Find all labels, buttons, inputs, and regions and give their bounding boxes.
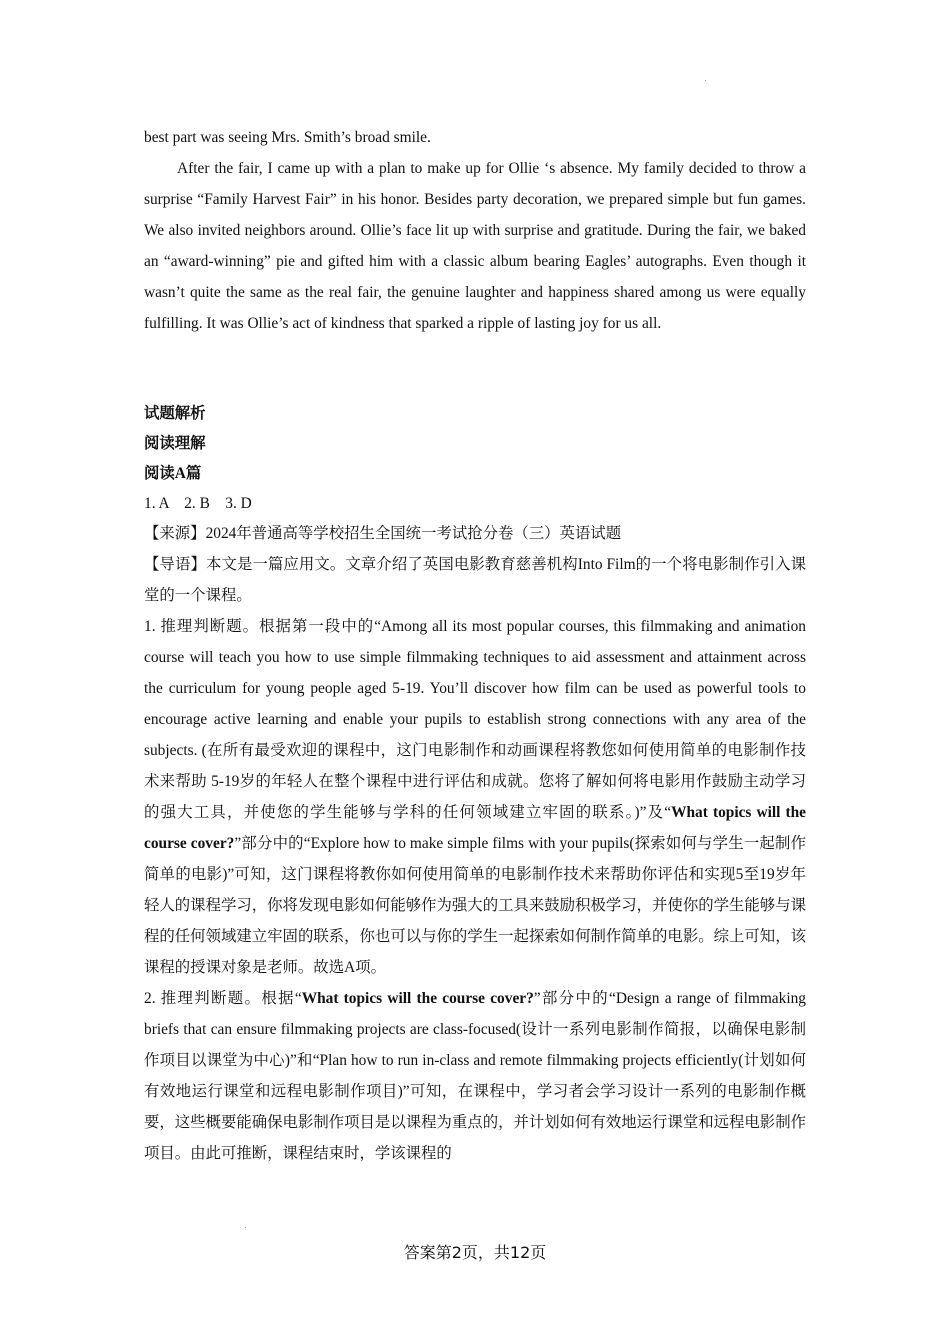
page-footer: 答案第2页，共12页 [403, 1243, 547, 1262]
passage-letter: A [174, 465, 186, 482]
source-line: 【来源】2024年普通高等学校招生全国统一考试抢分卷（三）英语试题 [144, 525, 622, 542]
scan-speck [705, 80, 706, 81]
section-heading-reading: 阅读理解 [144, 434, 206, 452]
analysis-section [144, 398, 806, 1169]
story-paragraph-end: best part was seeing Mrs. Smith’s broad smile. [144, 129, 431, 146]
intro-paragraph: 【导语】本文是一篇应用文。文章介绍了英国电影教育慈善机构Into Film的一个将电影制作引入课堂的一个课程。 [144, 556, 806, 604]
question-1-bold-heading: What topics will the course cover? [144, 804, 807, 852]
question-2-bold-heading: What topics will the course cover? [301, 990, 534, 1007]
story-paragraph-after-fair: After the fair, I came up with a plan to make up for Ollie ‘s absence. My family decided to throw a surprise “Family Harvest Fair” in his honor. Besides party decoration, we prepared simple but fun games. We also invited neighbors around. Ollie’s face lit up with surprise and gratitude. During the fair, we baked an “award-winning” pie and gifted him with a classic album bearing Eagles’ autographs. Even though it wasn’t quite the same as the real fair, the genuine laughter and happiness shared among us were equally fulfilling. It was Ollie’s act of kindness that sparked a ripple of lasting joy for us all. [144, 160, 806, 332]
scan-speck-bottom [245, 1227, 246, 1228]
question-1-explanation: 1. 推理判断题。根据第一段中的“Among all its most popular courses, this filmmaking and animation course will teach you how to use simple filmmaking techniques to aid assessment and attainment across the curriculum for young people aged 5-19. You’ll discover how film can be used as powerful tools to encourage active learning and enable your pupils to establish strong connections with any area of the subjects. (在所有最受欢迎的课程中，这门电影制作和动画课程将教您如何使用简单的电影制作技术来帮助 5-19岁的年轻人在整个课程中进行评估和成就。您将了解如何将电影用作鼓励主动学习的强大工具，并使您的学生能够与学科的任何领域建立牢固的联系。)”及“What topics will the course cover?”部分中的“Explore how to make simple films with your pupils(探索如何与学生一起制作简单的电影)”可知，这门课程将教你如何使用简单的电影制作技术来帮助你评估和实现5至19岁年轻人的课程学习，你将发现电影如何能够作为强大的工具来鼓励积极学习，并使你的学生能够与课程的任何领域建立牢固的联系，你也可以与你的学生一起探索如何制作简单的电影。综上可知，该课程的授课对象是老师。故选A项。 [144, 618, 807, 976]
section-heading-passage-a: 阅读A篇 [144, 464, 202, 482]
section-heading-analysis: 试题解析 [144, 404, 206, 422]
answer-key: 1. A 2. B 3. D [144, 495, 252, 512]
question-2-explanation: 2. 推理判断题。根据“What topics will the course cover?”部分中的“Design a range of filmmaking briefs that can ensure filmmaking projects are class-focused(设计一系列电影制作简报，以确保电影制作项目以课堂为中心)”和“Plan how to run in-class and remote filmmaking projects efficiently(计划如何有效地运行课堂和远程电影制作项目)”可知，在课程中，学习者会学习设计一系列的电影制作概要，这些概要能确保电影制作项目是以课程为重点的，并计划如何有效地运行课堂和远程电影制作项目。由此可推断，课程结束时，学该课程的 [144, 990, 806, 1162]
answer-body [144, 122, 806, 339]
